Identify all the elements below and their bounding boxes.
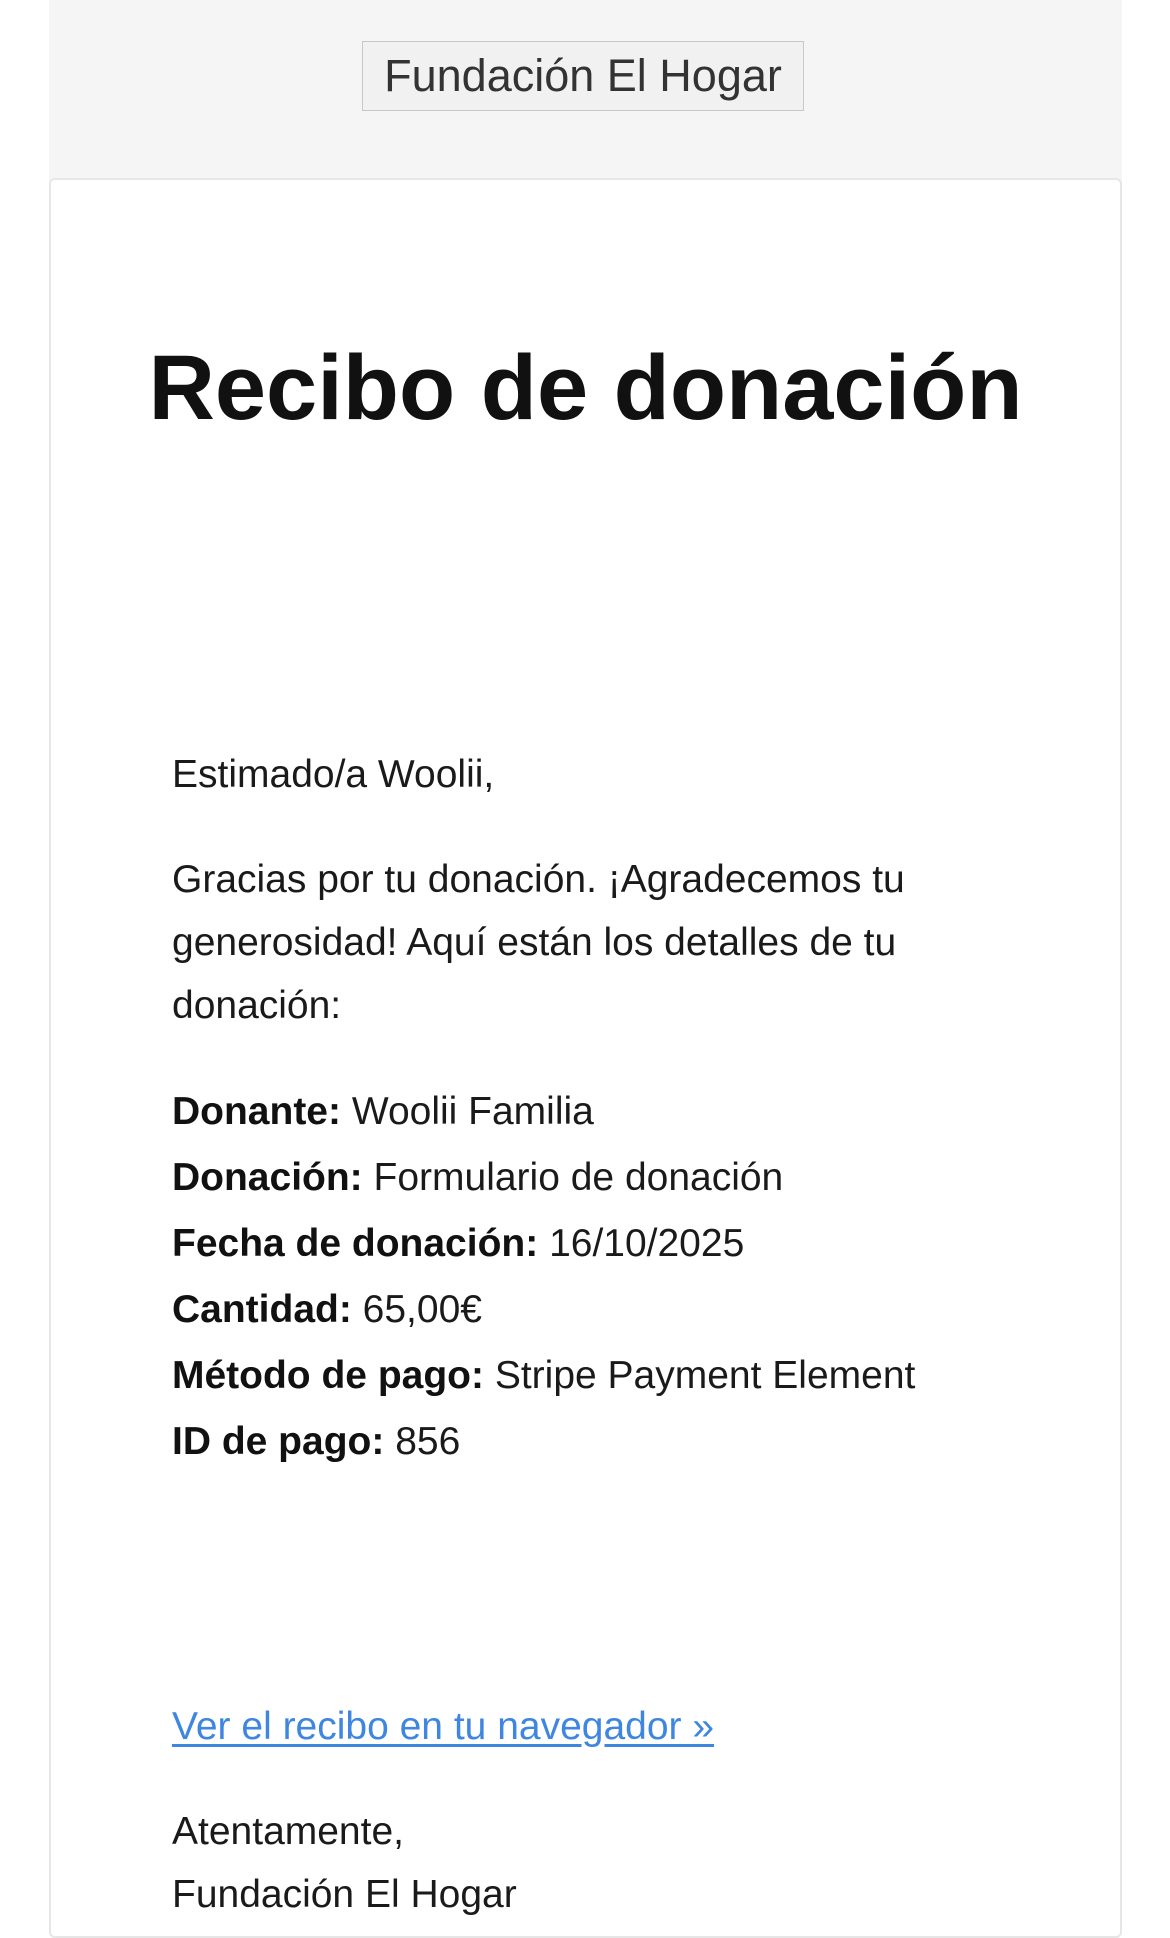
signature: Fundación El Hogar	[172, 1873, 517, 1916]
detail-donation-date	[172, 1211, 1052, 1277]
detail-donation-form	[172, 1145, 1052, 1211]
detail-value: 65,00€	[362, 1288, 482, 1331]
detail-label: Método de pago:	[172, 1354, 484, 1397]
email-background	[49, 0, 1122, 1916]
closing	[172, 1800, 1012, 1926]
detail-amount	[172, 1277, 1052, 1343]
detail-value: 16/10/2025	[549, 1222, 745, 1265]
view-receipt-in-browser-link[interactable]: Ver el recibo en tu navegador »	[172, 1705, 715, 1748]
detail-donor	[172, 1079, 1052, 1145]
detail-label: Donación:	[172, 1156, 363, 1199]
detail-label: Fecha de donación:	[172, 1222, 539, 1265]
greeting: Estimado/a Woolii,	[172, 753, 495, 796]
detail-label: ID de pago:	[172, 1420, 385, 1463]
detail-value: Woolii Familia	[351, 1090, 594, 1133]
thank-you-message: Gracias por tu donación. ¡Agradecemos tu generosidad! Aquí están los detalles de tu donación:	[172, 858, 905, 1027]
detail-label: Donante:	[172, 1090, 341, 1133]
detail-value: Formulario de donación	[373, 1156, 784, 1199]
organization-logo: Fundación El Hogar	[362, 41, 804, 111]
donation-details	[172, 1079, 1052, 1475]
receipt-card	[49, 178, 1122, 1938]
detail-value: Stripe Payment Element	[494, 1354, 916, 1397]
receipt-title: Recibo de donación	[148, 337, 1023, 439]
detail-payment-method	[172, 1343, 1052, 1409]
closing-line: Atentamente,	[172, 1810, 404, 1853]
email-header	[49, 0, 1122, 178]
detail-value: 856	[395, 1420, 461, 1463]
detail-label: Cantidad:	[172, 1288, 352, 1331]
detail-payment-id	[172, 1409, 1052, 1475]
